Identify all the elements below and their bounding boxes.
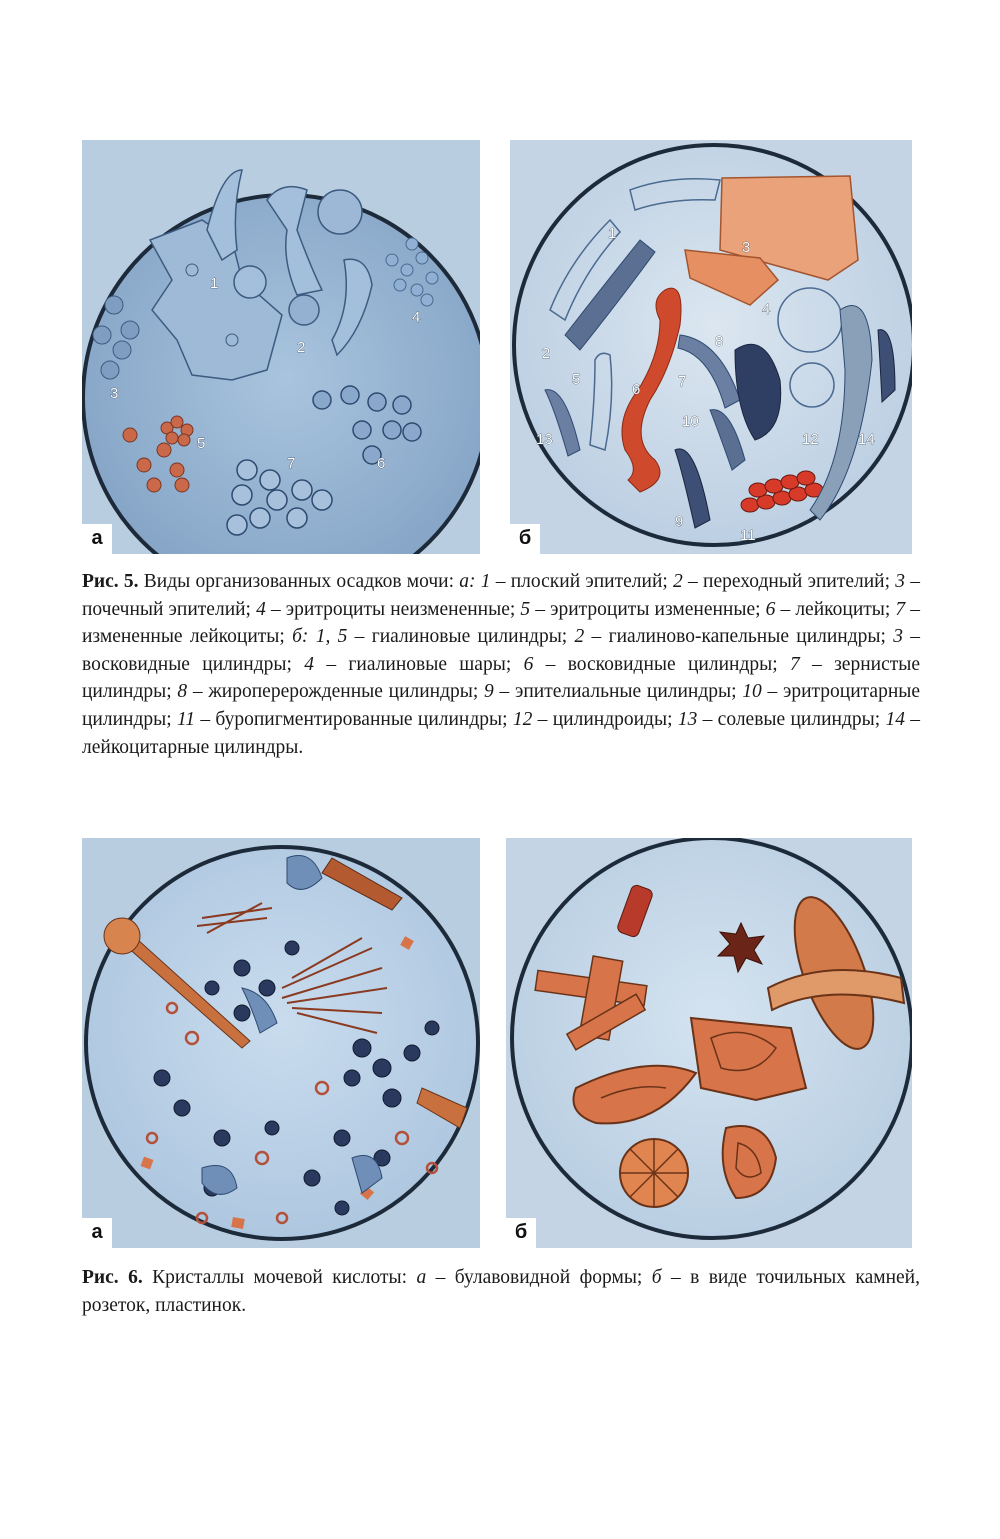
- caption-segment: Виды организованных осадков мочи:: [138, 571, 460, 592]
- caption-segment: 14: [885, 708, 905, 730]
- caption-segment: – восковидные цилиндры;: [533, 653, 790, 675]
- caption-segment: – булавовидной формы;: [426, 1267, 652, 1288]
- caption-segment: 2: [673, 571, 683, 592]
- fig6-caption-label: Рис. 6.: [82, 1267, 143, 1288]
- caption-segment: – измененные лейкоциты;: [82, 598, 921, 648]
- caption-segment: – лейкоциты;: [775, 598, 896, 620]
- fig5b-label-14: 14: [858, 431, 875, 448]
- fig5a-label-7: 7: [287, 455, 296, 472]
- fig5b-label-1: 1: [608, 225, 617, 242]
- caption-segment: – плоский эпителий;: [490, 571, 674, 592]
- fig6-panel-b-illustration: [506, 838, 912, 1248]
- caption-segment: 7: [895, 598, 906, 620]
- fig6-caption-text: [82, 1267, 920, 1316]
- caption-segment: – гиалиновые шары;: [314, 653, 524, 675]
- fig5-panel-a-illustration: [82, 140, 480, 554]
- caption-segment: 3: [895, 571, 906, 592]
- fig5b-label-3: 3: [742, 239, 751, 256]
- fig5-panel-a: [82, 140, 480, 554]
- caption-segment: – жироперерожденные цилиндры;: [187, 681, 485, 703]
- caption-segment: 4: [256, 598, 266, 620]
- fig5b-label-6: 6: [632, 381, 641, 398]
- caption-segment: – буропигментированные цилиндры;: [195, 708, 513, 730]
- fig5b-label-10: 10: [682, 413, 699, 430]
- caption-segment: – зернистые цилиндры;: [82, 653, 921, 703]
- caption-segment: 6: [765, 598, 776, 620]
- caption-segment: – почечный эпителий;: [82, 571, 921, 620]
- caption-segment: 4: [304, 653, 315, 675]
- caption-segment: – в виде точильных камней, розеток, пластинок.: [82, 1267, 920, 1316]
- caption-segment: – восковидные цилиндры;: [82, 626, 921, 675]
- caption-segment: 9: [484, 681, 494, 703]
- fig5-caption-text: [82, 571, 920, 758]
- fig5a-label-5: 5: [197, 435, 206, 452]
- caption-segment: – эритроцитарные цилиндры;: [82, 681, 921, 730]
- caption-segment: – переходный эпителий;: [682, 571, 896, 592]
- fig5b-label-7: 7: [678, 373, 687, 390]
- caption-segment: – гиалиновые цилиндры;: [347, 626, 575, 648]
- fig5b-label-4: 4: [762, 301, 771, 318]
- fig5-panel-b: [510, 140, 912, 554]
- caption-segment: б: 1, 5: [292, 626, 348, 648]
- caption-segment: – цилиндроиды;: [532, 708, 678, 730]
- caption-segment: 5: [520, 598, 531, 620]
- caption-segment: а: [416, 1267, 427, 1288]
- fig6-panel-b-letter: б: [506, 1218, 536, 1248]
- fig5-panel-a-letter: а: [82, 524, 112, 554]
- caption-segment: 3: [893, 626, 903, 648]
- caption-segment: 7: [789, 653, 800, 675]
- caption-segment: 12: [512, 708, 533, 730]
- fig5b-label-9: 9: [675, 513, 684, 530]
- fig6-panel-b: [506, 838, 912, 1248]
- caption-segment: – эритроциты измененные;: [530, 598, 766, 620]
- fig5a-label-2: 2: [297, 339, 306, 356]
- caption-segment: 11: [176, 708, 196, 730]
- caption-segment: 8: [177, 681, 188, 703]
- caption-segment: – гиалиново-капельные цилиндры;: [584, 626, 894, 648]
- fig5-panel-b-letter: б: [510, 524, 540, 554]
- fig6-caption: [82, 1264, 920, 1319]
- fig5-caption-label: Рис. 5.: [82, 571, 139, 592]
- fig6-panel-a-letter: а: [82, 1218, 112, 1248]
- caption-segment: 2: [574, 626, 585, 648]
- fig5b-label-5: 5: [572, 371, 581, 388]
- caption-segment: 6: [523, 653, 534, 675]
- fig5a-label-6: 6: [377, 455, 386, 472]
- fig5-panel-b-illustration: [510, 140, 912, 554]
- fig5a-label-1: 1: [210, 275, 219, 292]
- fig5-caption: [82, 568, 920, 761]
- caption-segment: 10: [742, 681, 762, 703]
- fig5b-label-11: 11: [740, 527, 756, 544]
- caption-segment: – солевые цилиндры;: [697, 708, 886, 730]
- fig5a-label-4: 4: [412, 309, 421, 326]
- caption-segment: а: 1: [459, 571, 491, 592]
- caption-segment: 13: [677, 708, 698, 730]
- fig5b-label-12: 12: [802, 431, 819, 448]
- fig5b-label-2: 2: [542, 345, 551, 362]
- fig5b-label-8: 8: [715, 333, 724, 350]
- caption-segment: б: [651, 1267, 662, 1288]
- fig5a-label-3: 3: [110, 385, 119, 402]
- caption-segment: – лейкоцитарные цилиндры.: [82, 708, 921, 758]
- fig6-panel-a: [82, 838, 480, 1248]
- fig5b-label-13: 13: [536, 431, 553, 448]
- caption-segment: – эритроциты неизмененные;: [265, 598, 521, 620]
- fig6-panel-a-illustration: [82, 838, 480, 1248]
- caption-segment: – эпителиальные цилиндры;: [493, 681, 743, 703]
- caption-segment: Кристаллы мочевой кислоты:: [142, 1267, 417, 1288]
